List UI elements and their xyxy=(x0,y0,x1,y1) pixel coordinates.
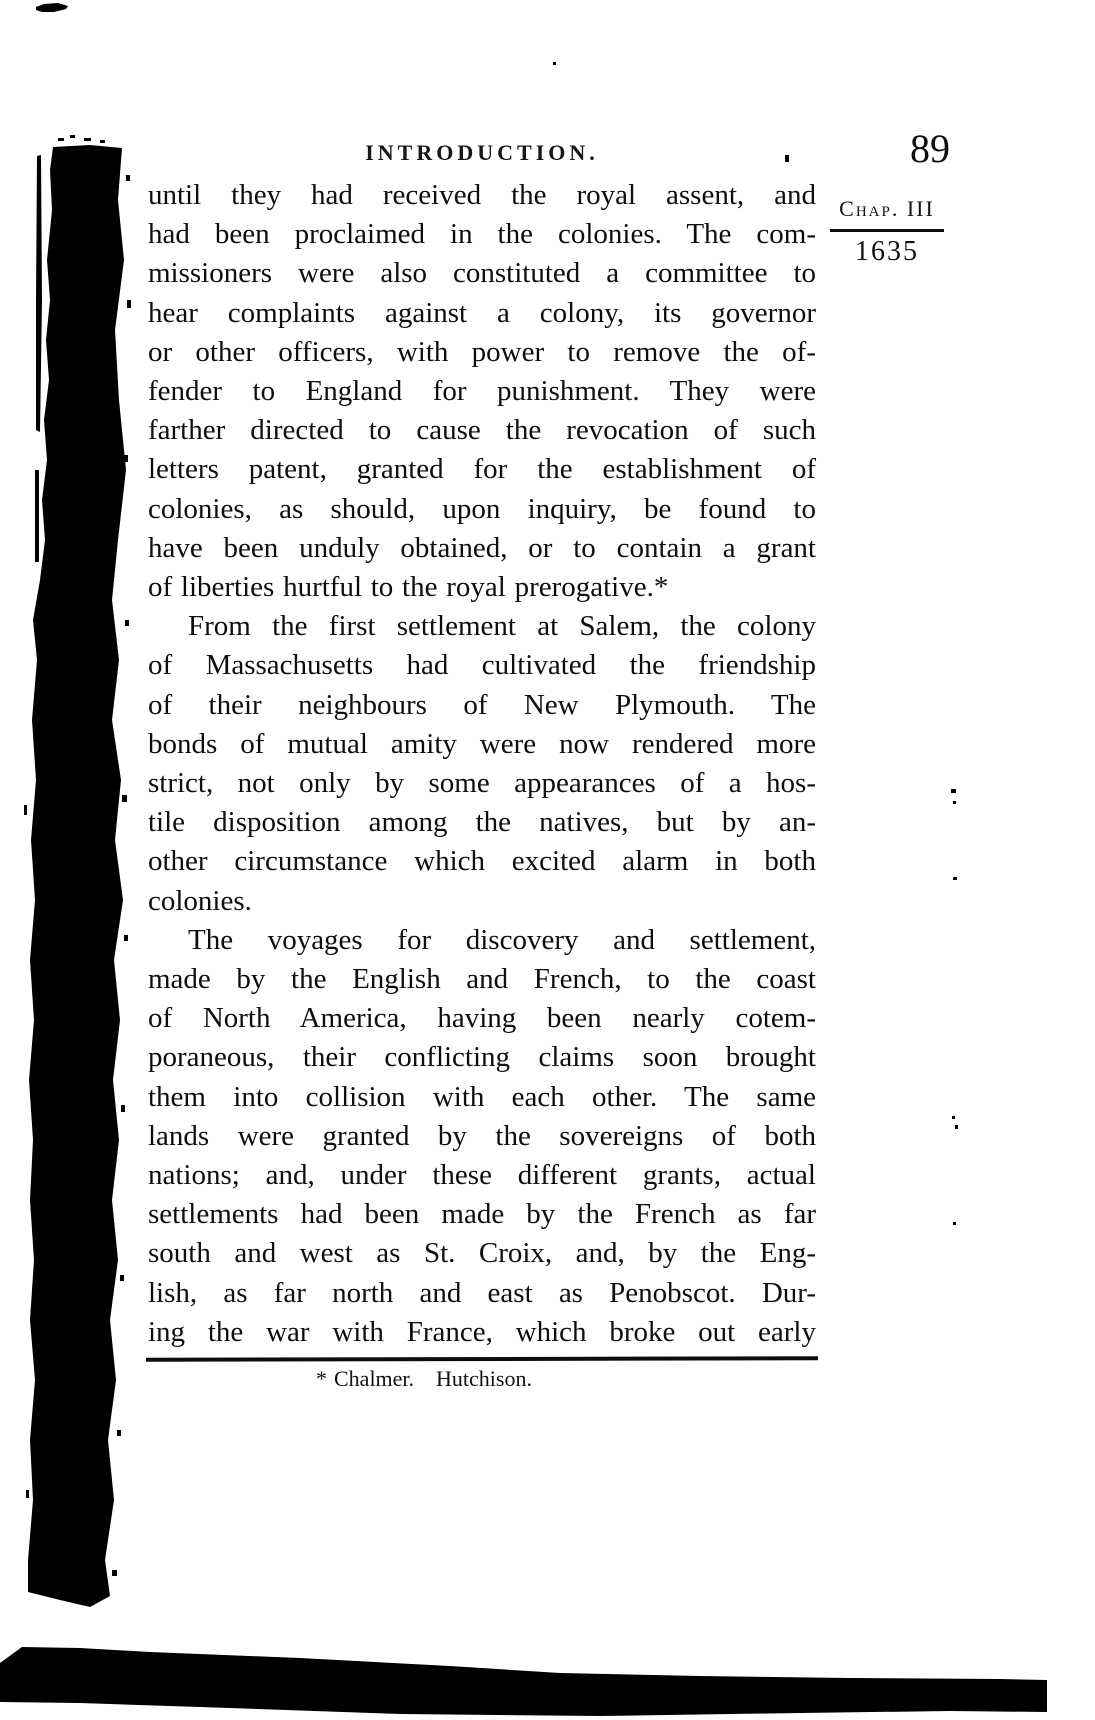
text-line: had been proclaimed in the colonies. The com- xyxy=(148,218,816,251)
text-line: lands were granted by the sovereigns of both xyxy=(148,1119,816,1152)
text-line: of Massachusetts had cultivated the friendship xyxy=(148,649,816,682)
footnote-author: Chalmer. xyxy=(334,1366,415,1391)
text-line: The voyages for discovery and settlement, xyxy=(188,923,816,956)
text-line: of liberties hurtful to the royal prerogative.* xyxy=(148,571,669,604)
text-line: them into collision with each other. The same xyxy=(148,1080,816,1113)
body-text xyxy=(148,176,816,1352)
text-line: of their neighbours of New Plymouth. The xyxy=(148,688,816,721)
footnote xyxy=(90,1366,758,1392)
footnote-marker: * xyxy=(316,1366,327,1391)
text-line: or other officers, with power to remove the of- xyxy=(148,335,816,368)
text-line: fender to England for punishment. They were xyxy=(148,375,816,408)
text-line: bonds of mutual amity were now rendered more xyxy=(148,727,816,760)
page-number: 89 xyxy=(910,126,950,171)
text-line: strict, not only by some appearances of a hos- xyxy=(148,767,816,800)
text-line: ing the war with France, which broke out early xyxy=(148,1315,816,1348)
text-line: have been unduly obtained, or to contain a grant xyxy=(148,531,816,564)
text-line: lish, as far north and east as Penobscot. Dur- xyxy=(148,1276,816,1309)
top-smudge xyxy=(36,3,68,12)
text-line: hear complaints against a colony, its governor xyxy=(148,296,816,329)
text-line: settlements had been made by the French as far xyxy=(148,1198,816,1231)
margin-note-rule xyxy=(830,229,944,232)
text-line: other circumstance which excited alarm in both xyxy=(148,845,816,878)
bottom-scan-bar xyxy=(0,1647,1047,1716)
text-line: From the first settlement at Salem, the colony xyxy=(188,610,816,643)
text-line: farther directed to cause the revocation of such xyxy=(148,414,816,447)
footnote-author: Hutchison. xyxy=(436,1366,532,1391)
text-line: until they had received the royal assent, and xyxy=(148,179,816,211)
margin-chapter-note: Chap. III xyxy=(839,196,935,221)
page-title: INTRODUCTION. xyxy=(365,140,599,165)
footnote-rule xyxy=(146,1356,818,1361)
text-line: colonies. xyxy=(148,884,252,917)
text-line: letters patent, granted for the establishment of xyxy=(148,453,816,486)
text-line: tile disposition among the natives, but by an- xyxy=(148,806,816,839)
text-line: nations; and, under these different grants, actual xyxy=(148,1159,816,1192)
gutter-line xyxy=(36,155,42,432)
text-line: poraneous, their conflicting claims soon brought xyxy=(148,1041,816,1074)
margin-year-note: 1635 xyxy=(855,236,919,267)
text-line: missioners were also constituted a committee to xyxy=(148,257,816,290)
text-line: colonies, as should, upon inquiry, be found to xyxy=(148,492,816,525)
text-line: made by the English and French, to the coast xyxy=(148,963,816,996)
text-line: of North America, having been nearly cotem- xyxy=(148,1002,816,1035)
text-line: south and west as St. Croix, and, by the Eng- xyxy=(148,1237,816,1270)
